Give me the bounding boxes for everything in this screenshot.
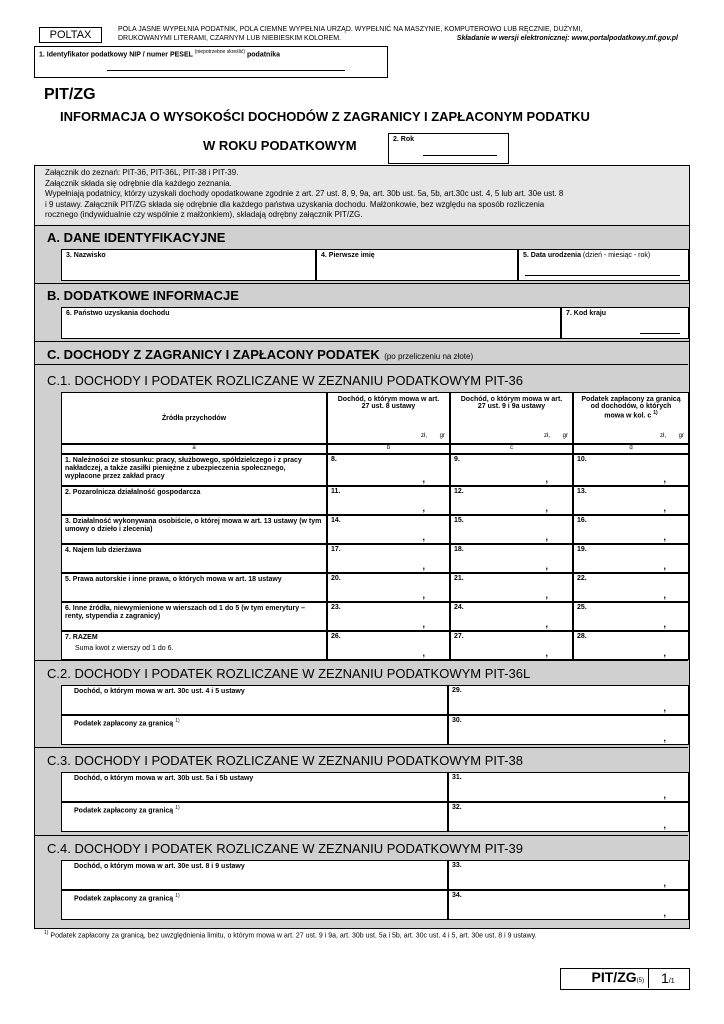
decimal-comma: , <box>663 908 666 918</box>
field-19[interactable]: 19. , <box>573 544 689 573</box>
field-8[interactable]: 8. , <box>327 454 450 486</box>
decimal-comma: , <box>422 503 425 513</box>
decimal-comma: , <box>422 590 425 600</box>
decimal-comma: , <box>545 590 548 600</box>
decimal-comma: , <box>422 561 425 571</box>
decimal-comma: , <box>545 648 548 658</box>
page-footer <box>560 968 690 990</box>
table-row-label: Dochód, o którym mowa w art. 30c ust. 4 i 5 ustawy <box>61 685 448 715</box>
field-22[interactable]: 22. , <box>573 573 689 602</box>
field-7-country-code[interactable]: 7. Kod kraju <box>561 307 689 339</box>
field-33[interactable]: 33. , <box>448 860 689 890</box>
col-b-header: Dochód, o którym mowa w art. 27 ust. 8 ustawy zł, gr <box>327 392 450 444</box>
field-23[interactable]: 23. , <box>327 602 450 631</box>
field-28[interactable]: 28. , <box>573 631 689 660</box>
table-row-label: Podatek zapłacony za granicą $^{1)}$ <box>61 890 448 920</box>
field-18[interactable]: 18. , <box>450 544 573 573</box>
decimal-comma: , <box>663 648 666 658</box>
poltax-label: POLTAX <box>39 27 102 43</box>
decimal-comma: , <box>663 532 666 542</box>
decimal-comma: , <box>663 820 666 830</box>
field-9[interactable]: 9. , <box>450 454 573 486</box>
decimal-comma: , <box>663 733 666 743</box>
col-letter-c: c <box>450 444 573 454</box>
col-d-header: Podatek zapłacony za granicą od dochodów, o których mowa w kol. c $^{1)}$ zł, gr <box>573 392 689 444</box>
decimal-comma: , <box>545 561 548 571</box>
col-a-header: Źródła przychodów <box>61 392 327 444</box>
c1-title: C.1. DOCHODY I PODATEK ROZLICZANE W ZEZNANIU PODATKOWYM PIT-36 <box>47 373 523 388</box>
field-34[interactable]: 34. , <box>448 890 689 920</box>
decimal-comma: , <box>545 503 548 513</box>
section-b <box>34 283 690 341</box>
decimal-comma: , <box>422 648 425 658</box>
decimal-comma: , <box>663 790 666 800</box>
attachment-info: Załącznik do zeznań: PIT-36, PIT-36L, PIT-38 i PIT-39. Załącznik składa się odrębnie dla każdego zeznania. Wypełniają podatnicy, którzy uzyskali dochody opodatkowane zgodnie z art. 27 ust. 8, 9, 9a, art. 30b ust. 5a, 5b, art.30c ust. 4, 5 lub art. 30e ust. 8 i 9 ustawy. Załącznik PIT/ZG składa się odrębnie dla każdego państwa uzyskania dochodu. Małżonkowie, bez względu na sposób rozliczenia rocznego (indywidualnie czy wspólnie z małżonkiem), składają odrębny załącznik PIT/ZG. <box>34 165 690 225</box>
footer-total: /1 <box>668 978 675 985</box>
field-20[interactable]: 20. , <box>327 573 450 602</box>
c3-title: C.3. DOCHODY I PODATEK ROZLICZANE W ZEZNANIU PODATKOWYM PIT-38 <box>47 753 523 768</box>
decimal-comma: , <box>663 878 666 888</box>
section-a-title: A. DANE IDENTYFIKACYJNE <box>47 230 226 245</box>
decimal-comma: , <box>545 532 548 542</box>
field-2-year[interactable]: 2. Rok <box>388 133 509 164</box>
form-instructions: POLA JASNE WYPEŁNIA PODATNIK, POLA CIEMNE WYPEŁNIA URZĄD. WYPEŁNIĆ NA MASZYNIE, KOMPUTEROWO LUB RĘCZNIE, DUŻYMI, DRUKOWANYMI LITERAMI, CZARNYM LUB NIEBIESKIM KOLOREM. Składanie w wersji elektronicznej: www.portalpodatkowy.mf.gov.pl <box>118 26 678 42</box>
col-letter-d: d <box>573 444 689 454</box>
field-4-first-name[interactable]: 4. Pierwsze imię <box>316 249 518 281</box>
field-16[interactable]: 16. , <box>573 515 689 544</box>
field-15[interactable]: 15. , <box>450 515 573 544</box>
form-title: INFORMACJA O WYSOKOŚCI DOCHODÓW Z ZAGRANICY I ZAPŁACONYM PODATKU <box>60 109 590 124</box>
form-code: PIT/ZG <box>44 86 96 103</box>
decimal-comma: , <box>663 590 666 600</box>
decimal-comma: , <box>663 503 666 513</box>
decimal-comma: , <box>663 561 666 571</box>
field-26[interactable]: 26. , <box>327 631 450 660</box>
table-row-label: 3. Działalność wykonywana osobiście, o której mowa w art. 13 ustawy (w tym umowy o dzieło i zlecenia) <box>61 515 327 544</box>
c2-title: C.2. DOCHODY I PODATEK ROZLICZANE W ZEZNANIU PODATKOWYM PIT-36L <box>47 666 531 681</box>
footer-form-code: PIT/ZG <box>591 969 637 985</box>
table-row-label: Dochód, o którym mowa w art. 30b ust. 5a i 5b ustawy <box>61 772 448 802</box>
field-30[interactable]: 30. , <box>448 715 689 745</box>
field-11[interactable]: 11. , <box>327 486 450 515</box>
col-letter-b: b <box>327 444 450 454</box>
field-5-birth-date[interactable]: 5. Data urodzenia (dzień - miesiąc - rok) <box>518 249 689 281</box>
section-c-title: C. DOCHODY Z ZAGRANICY I ZAPŁACONY PODATEK <box>47 347 380 362</box>
table-row-label: 2. Pozarolnicza działalność gospodarcza <box>61 486 327 515</box>
table-row-label: 6. Inne źródła, niewymienione w wierszach od 1 do 5 (w tym emerytury – renty, stypendia z zagranicy) <box>61 602 327 631</box>
decimal-comma: , <box>422 532 425 542</box>
table-row-label: 5. Prawa autorskie i inne prawa, o których mowa w art. 18 ustawy <box>61 573 327 602</box>
field-13[interactable]: 13. , <box>573 486 689 515</box>
field-14[interactable]: 14. , <box>327 515 450 544</box>
decimal-comma: , <box>422 474 425 484</box>
field-10[interactable]: 10. , <box>573 454 689 486</box>
decimal-comma: , <box>663 619 666 629</box>
section-b-title: B. DODATKOWE INFORMACJE <box>47 288 239 303</box>
decimal-comma: , <box>545 474 548 484</box>
field-6-country[interactable]: 6. Państwo uzyskania dochodu <box>61 307 561 339</box>
footer-version: (5) <box>636 978 644 984</box>
field-31[interactable]: 31. , <box>448 772 689 802</box>
field-3-surname[interactable]: 3. Nazwisko <box>61 249 316 281</box>
field-1-nip-pesel[interactable]: 1. Identyfikator podatkowy NIP / numer PESEL $^{(niepotrzebne skreślić)}$ podatnika <box>34 46 388 78</box>
field-17[interactable]: 17. , <box>327 544 450 573</box>
section-c <box>34 341 690 929</box>
field-21[interactable]: 21. , <box>450 573 573 602</box>
table-row-label: 7. RAZEM Suma kwot z wierszy od 1 do 6. <box>61 631 327 660</box>
footer-page: 1 <box>661 970 669 986</box>
table-row-label: Podatek zapłacony za granicą $^{1)}$ <box>61 802 448 832</box>
c4-title: C.4. DOCHODY I PODATEK ROZLICZANE W ZEZNANIU PODATKOWYM PIT-39 <box>47 841 523 856</box>
decimal-comma: , <box>545 619 548 629</box>
footnote: $^{1)}$ Podatek zapłacony za granicą, bez uwzględnienia limitu, o którym mowa w art. 27 ust. 9 i 9a, art. 30b ust. 5a i 5b, art. 30c ust. 4 i 5, art. 30e ust. 8 i 9 ustawy. <box>44 930 537 940</box>
form-title-line2: W ROKU PODATKOWYM <box>203 138 357 153</box>
section-c-note: (po przeliczeniu na złote) <box>384 352 474 361</box>
decimal-comma: , <box>663 474 666 484</box>
field-29[interactable]: 29. , <box>448 685 689 715</box>
decimal-comma: , <box>422 619 425 629</box>
table-row-label: Dochód, o którym mowa w art. 30e ust. 8 i 9 ustawy <box>61 860 448 890</box>
table-row-label: Podatek zapłacony za granicą $^{1)}$ <box>61 715 448 745</box>
field-27[interactable]: 27. , <box>450 631 573 660</box>
col-letter-a: a <box>61 444 327 454</box>
field-25[interactable]: 25. , <box>573 602 689 631</box>
section-a <box>34 225 690 283</box>
table-row-label: 4. Najem lub dzierżawa <box>61 544 327 573</box>
field-32[interactable]: 32. , <box>448 802 689 832</box>
decimal-comma: , <box>663 703 666 713</box>
col-c-header: Dochód, o którym mowa w art. 27 ust. 9 i 9a ustawy zł, gr <box>450 392 573 444</box>
table-row-label: 1. Należności ze stosunku: pracy, służbowego, spółdzielczego i z pracy nakładczej, a także zasiłki pieniężne z ubezpieczenia społecznego, wypłacone przez zakład pracy <box>61 454 327 486</box>
field-24[interactable]: 24. , <box>450 602 573 631</box>
field-12[interactable]: 12. , <box>450 486 573 515</box>
